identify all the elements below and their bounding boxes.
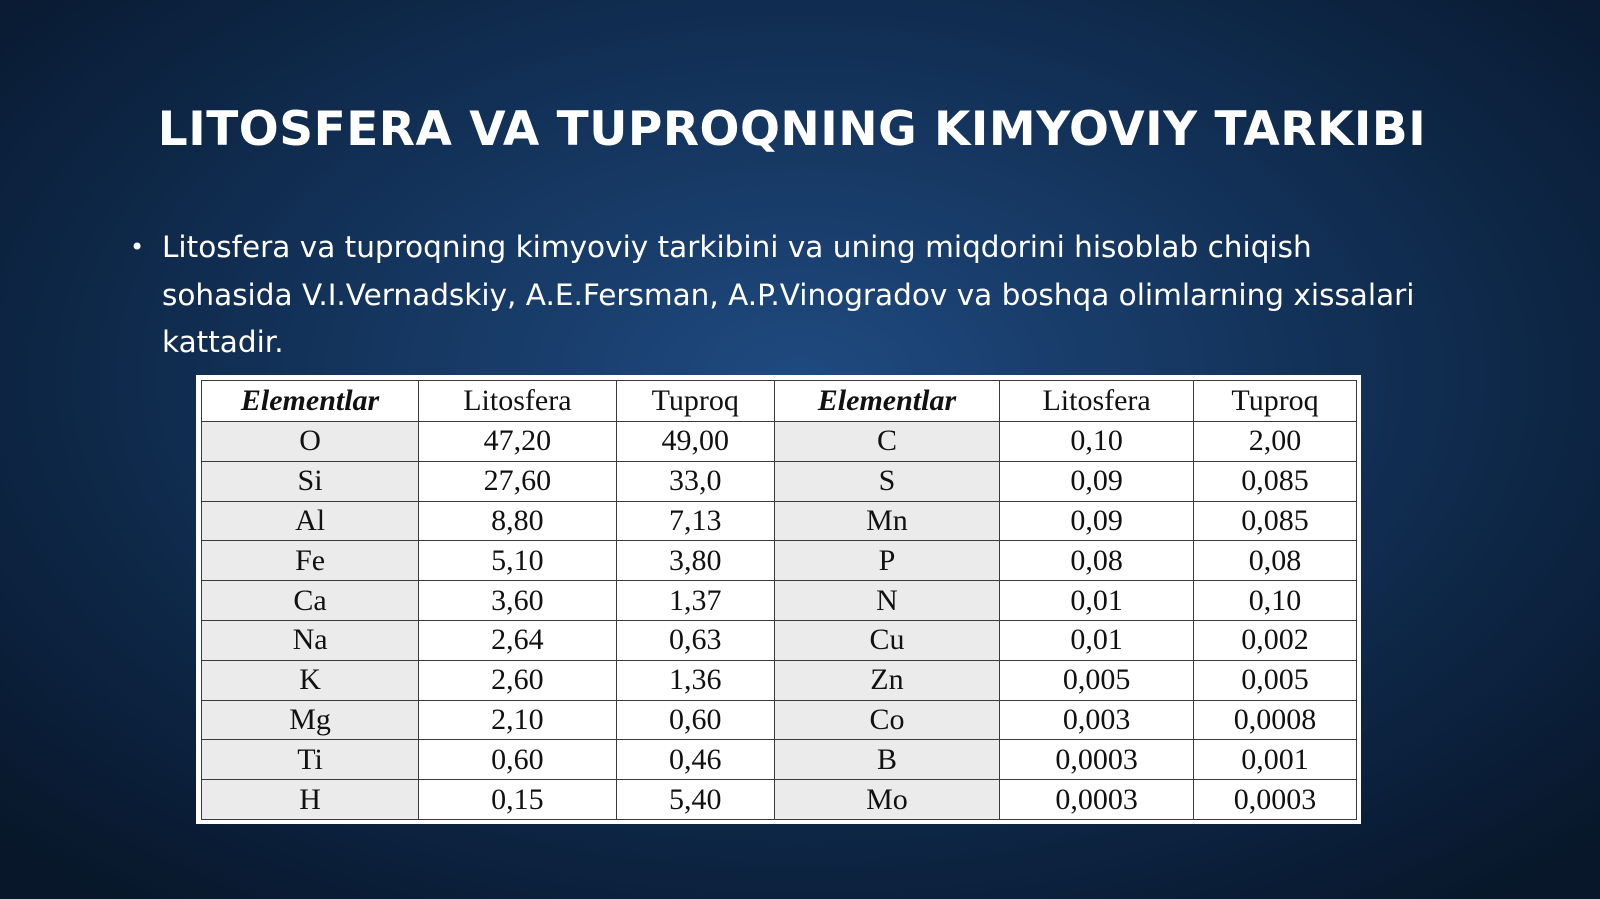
element-cell: Ti (202, 740, 419, 780)
slide-title: LITOSFERA VA TUPROQNING KIMYOVIY TARKIBI (157, 102, 1427, 157)
header-elementlar-right: Elementlar (774, 381, 999, 422)
tuproq-value: 49,00 (616, 422, 774, 462)
element-cell: Co (774, 700, 999, 740)
litosfera-value: 0,003 (1000, 700, 1194, 740)
tuproq-value: 0,0003 (1194, 780, 1357, 820)
table-row (202, 620, 1357, 660)
litosfera-value: 3,60 (419, 581, 617, 621)
tuproq-value: 0,46 (616, 740, 774, 780)
litosfera-value: 0,005 (1000, 660, 1194, 700)
header-tuproq-right: Tuproq (1194, 381, 1357, 422)
tuproq-value: 0,085 (1194, 461, 1357, 501)
litosfera-value: 47,20 (419, 422, 617, 462)
tuproq-value: 1,36 (616, 660, 774, 700)
table-row (202, 541, 1357, 581)
litosfera-value: 5,10 (419, 541, 617, 581)
chemical-composition-table (201, 380, 1357, 820)
litosfera-value: 0,0003 (1000, 780, 1194, 820)
element-cell: H (202, 780, 419, 820)
element-cell: Fe (202, 541, 419, 581)
element-cell: P (774, 541, 999, 581)
header-litosfera-left: Litosfera (419, 381, 617, 422)
chemical-composition-table-frame (196, 375, 1361, 824)
element-cell: Na (202, 620, 419, 660)
tuproq-value: 0,005 (1194, 660, 1357, 700)
header-elementlar-left: Elementlar (202, 381, 419, 422)
tuproq-value: 7,13 (616, 501, 774, 541)
element-cell: Zn (774, 660, 999, 700)
element-cell: K (202, 660, 419, 700)
element-cell: Cu (774, 620, 999, 660)
table-row (202, 461, 1357, 501)
element-cell: Mo (774, 780, 999, 820)
tuproq-value: 0,002 (1194, 620, 1357, 660)
litosfera-value: 0,01 (1000, 581, 1194, 621)
table-row (202, 780, 1357, 820)
tuproq-value: 0,60 (616, 700, 774, 740)
element-cell: Mn (774, 501, 999, 541)
header-litosfera-right: Litosfera (1000, 381, 1194, 422)
table-row (202, 740, 1357, 780)
litosfera-value: 0,09 (1000, 501, 1194, 541)
litosfera-value: 2,60 (419, 660, 617, 700)
table-row (202, 660, 1357, 700)
bullet-item (130, 224, 1430, 367)
tuproq-value: 0,63 (616, 620, 774, 660)
bullet-list (130, 224, 1430, 367)
tuproq-value: 3,80 (616, 541, 774, 581)
litosfera-value: 0,08 (1000, 541, 1194, 581)
tuproq-value: 0,08 (1194, 541, 1357, 581)
table-row (202, 700, 1357, 740)
litosfera-value: 0,15 (419, 780, 617, 820)
tuproq-value: 0,085 (1194, 501, 1357, 541)
element-cell: Si (202, 461, 419, 501)
tuproq-value: 0,10 (1194, 581, 1357, 621)
tuproq-value: 2,00 (1194, 422, 1357, 462)
table-header-row (202, 381, 1357, 422)
tuproq-value: 0,001 (1194, 740, 1357, 780)
litosfera-value: 0,60 (419, 740, 617, 780)
element-cell: O (202, 422, 419, 462)
element-cell: Al (202, 501, 419, 541)
table-row (202, 581, 1357, 621)
litosfera-value: 2,64 (419, 620, 617, 660)
tuproq-value: 5,40 (616, 780, 774, 820)
element-cell: N (774, 581, 999, 621)
tuproq-value: 0,0008 (1194, 700, 1357, 740)
element-cell: C (774, 422, 999, 462)
litosfera-value: 27,60 (419, 461, 617, 501)
litosfera-value: 0,10 (1000, 422, 1194, 462)
litosfera-value: 0,09 (1000, 461, 1194, 501)
element-cell: B (774, 740, 999, 780)
header-tuproq-left: Tuproq (616, 381, 774, 422)
table-row (202, 501, 1357, 541)
litosfera-value: 2,10 (419, 700, 617, 740)
litosfera-value: 0,01 (1000, 620, 1194, 660)
element-cell: Ca (202, 581, 419, 621)
tuproq-value: 1,37 (616, 581, 774, 621)
bullet-text: Litosfera va tuproqning kimyoviy tarkibini va uning miqdorini hisoblab chiqish sohasida V.I.Vernadskiy, A.E.Fersman, A.P.Vinogradov va boshqa olimlarning xissalari kattadir. (162, 230, 1415, 359)
bullet-marker: • (130, 233, 145, 261)
table-row (202, 422, 1357, 462)
element-cell: S (774, 461, 999, 501)
element-cell: Mg (202, 700, 419, 740)
litosfera-value: 8,80 (419, 501, 617, 541)
litosfera-value: 0,0003 (1000, 740, 1194, 780)
tuproq-value: 33,0 (616, 461, 774, 501)
